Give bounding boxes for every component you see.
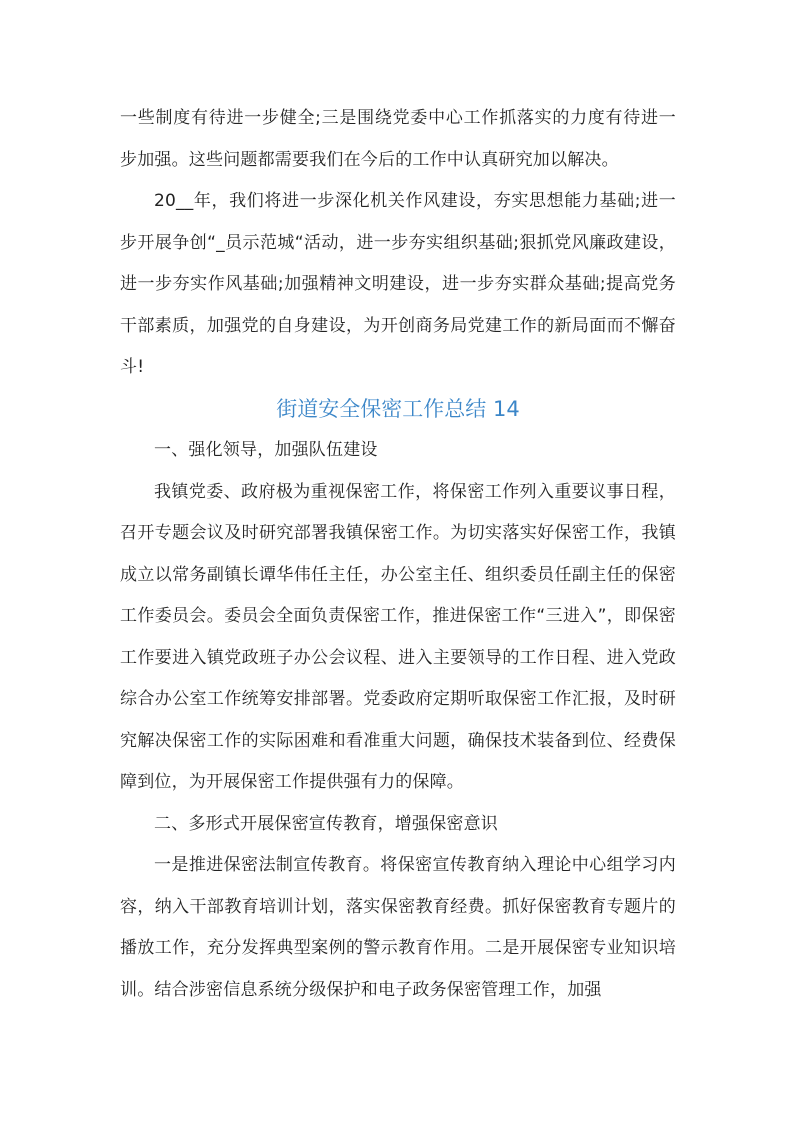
section-heading: 一、强化领导，加强队伍建设	[154, 440, 378, 460]
paragraph: 我镇党委、政府极为重视保密工作，将保密工作列入重要议事日程，召开专题会议及时研究部署我镇保密工作。为切实落实好保密工作，我镇成立以常务副镇长谭华伟任主任，办公室主任、组织委员任副主任的保密工作委员会。委员会全面负责保密工作，推进保密工作“三进入”，即保密工作要进入镇党政班子办公会议程、进入主要领导的工作日程、进入党政综合办公室工作统筹安排部署。党委政府定期听取保密工作汇报，及时研究解决保密工作的实际困难和看准重大问题，确保技术装备到位、经费保障到位，为开展保密工作提供强有力的保障。	[120, 481, 676, 792]
paragraph: 一些制度有待进一步健全;三是围绕党委中心工作抓落实的力度有待进一步加强。这些问题都需要我们在今后的工作中认真研究加以解决。	[120, 108, 676, 170]
paragraph: 一是推进保密法制宣传教育。将保密宣传教育纳入理论中心组学习内容，纳入干部教育培训计划，落实保密教育经费。抓好保密教育专题片的播放工作，充分发挥典型案例的警示教育作用。二是开展保密专业知识培训。结合涉密信息系统分级保护和电子政务保密管理工作，加强	[120, 855, 676, 1000]
paragraph: 20__年，我们将进一步深化机关作风建设，夯实思想能力基础;进一步开展争创“_员示范城“活动，进一步夯实组织基础;狠抓党风廉政建设，进一步夯实作风基础;加强精神文明建设，进一步夯实群众基础;提高党务干部素质，加强党的自身建设，为开创商务局党建工作的新局面而不懈奋斗!	[120, 191, 676, 377]
section-heading: 二、多形式开展保密宣传教育，增强保密意识	[154, 813, 498, 834]
section-title: 街道安全保密工作总结 14	[276, 396, 520, 421]
document-content	[120, 98, 676, 1011]
